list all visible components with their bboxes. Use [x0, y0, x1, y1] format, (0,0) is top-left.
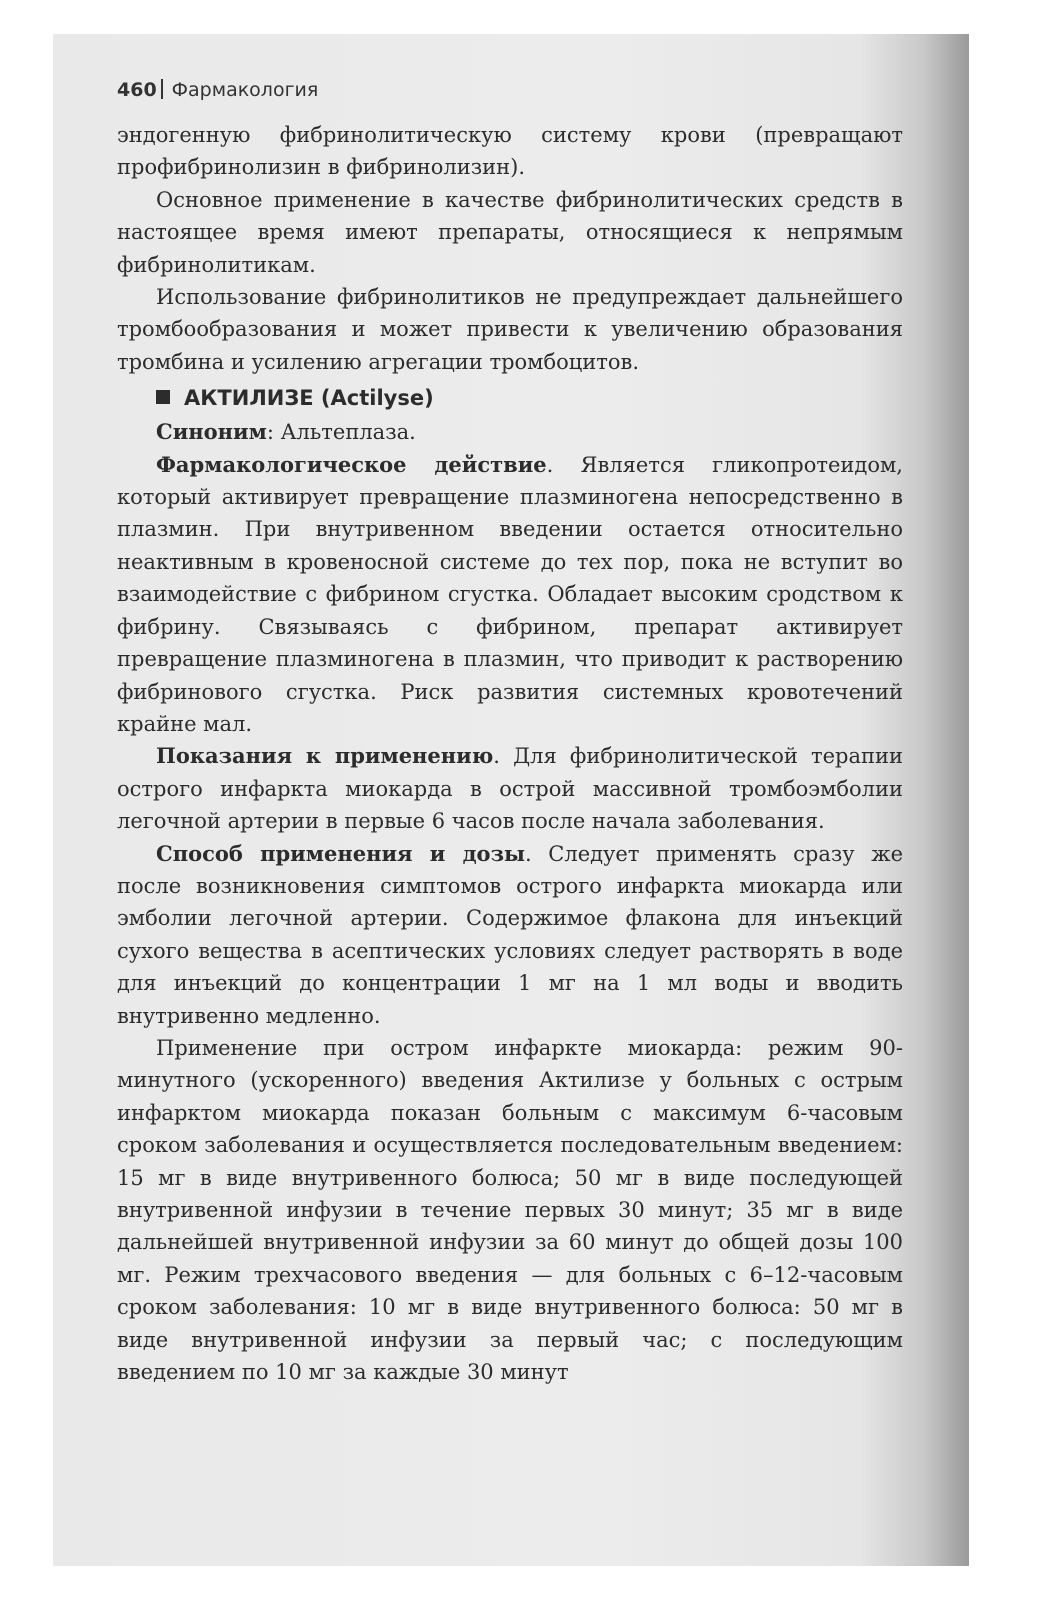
running-header — [117, 79, 318, 101]
synonym-label: Синоним — [156, 419, 267, 445]
drug-heading — [156, 382, 903, 414]
dosage-label: Способ применения и дозы — [156, 840, 526, 866]
header-divider — [161, 79, 163, 99]
paragraph-synonym — [117, 416, 903, 448]
paragraph-continuation: эндогенную фибринолитическую систему крови (превращают профибринолизин в фибринолизин). — [117, 123, 903, 180]
page-number: 460 — [117, 79, 157, 101]
page-body — [117, 119, 903, 1388]
book-page — [53, 34, 969, 1566]
paragraph-indications — [117, 740, 903, 837]
paragraph-fibrinolytics-risk: Использование фибринолитиков не предупреждает дальнейшего тромбообразования и может привести к увеличению образования тромбина и усилению агрегации тромбоцитов. — [117, 285, 903, 374]
synonym-text: : Альтеплаза. — [266, 420, 416, 445]
paragraph-dosage — [117, 838, 903, 1032]
dosage-text: . Следует применять сразу же после возникновения симптомов острого инфаркта миокарда или эмболии легочной артерии. Содержимое флакона для инъекций сухого вещества в асептических условиях следует растворять в воде для инъекций до концентрации 1 мг на 1 мл воды и вводить внутривенно медленно. — [117, 841, 904, 1028]
drug-title: АКТИЛИЗЕ (Actilyse) — [184, 386, 434, 411]
action-label: Фармакологическое действие — [156, 451, 547, 477]
indications-text: . Для фибринолитической терапии острого инфаркта миокарда в острой массивной тромбоэмболии легочной артерии в первые 6 часов после начала заболевания. — [117, 744, 903, 834]
indications-label: Показания к применению — [156, 743, 494, 769]
paragraph-mi-use: Применение при остром инфаркте миокарда: режим 90-минутного (ускоренного) введения Актилизе у больных с острым инфарктом миокарда показан больным с максимум 6-часовым сроком заболевания и осуществляется последовательным введением: 15 мг в виде внутривенного болюса; 50 мг в виде последующей внутривенной инфузии в течение первых 30 минут; 35 мг в виде дальнейшей внутривенной инфузии за 60 минут до общей дозы 100 мг. Режим трехчасового введения — для больных с 6–12-часовым сроком заболевания: 10 мг в виде внутривенного болюса: 50 мг в виде внутривенной инфузии за первый час; с последующим введением по 10 мг за каждые 30 минут — [117, 1035, 903, 1385]
square-bullet-icon — [156, 390, 170, 404]
action-text: . Является гликопротеидом, который активирует превращение плазминогена непосредственно в плазмин. При внутривенном введении остается относительно неактивным в кровеносной системе до тех пор, пока не вступит во взаимодействие с фибрином сгустка. Обладает высоким сродством к фибрину. Связываясь с фибрином, препарат активирует превращение плазминогена в плазмин, что приводит к растворению фибринового сгустка. Риск развития системных кровотечений крайне мал. — [117, 452, 903, 736]
paragraph-pharmacological-action — [117, 449, 903, 741]
paragraph-main-use: Основное применение в качестве фибринолитических средств в настоящее время имеют препараты, относящиеся к непрямым фибринолитикам. — [117, 187, 903, 277]
section-title-header: Фармакология — [171, 79, 319, 101]
